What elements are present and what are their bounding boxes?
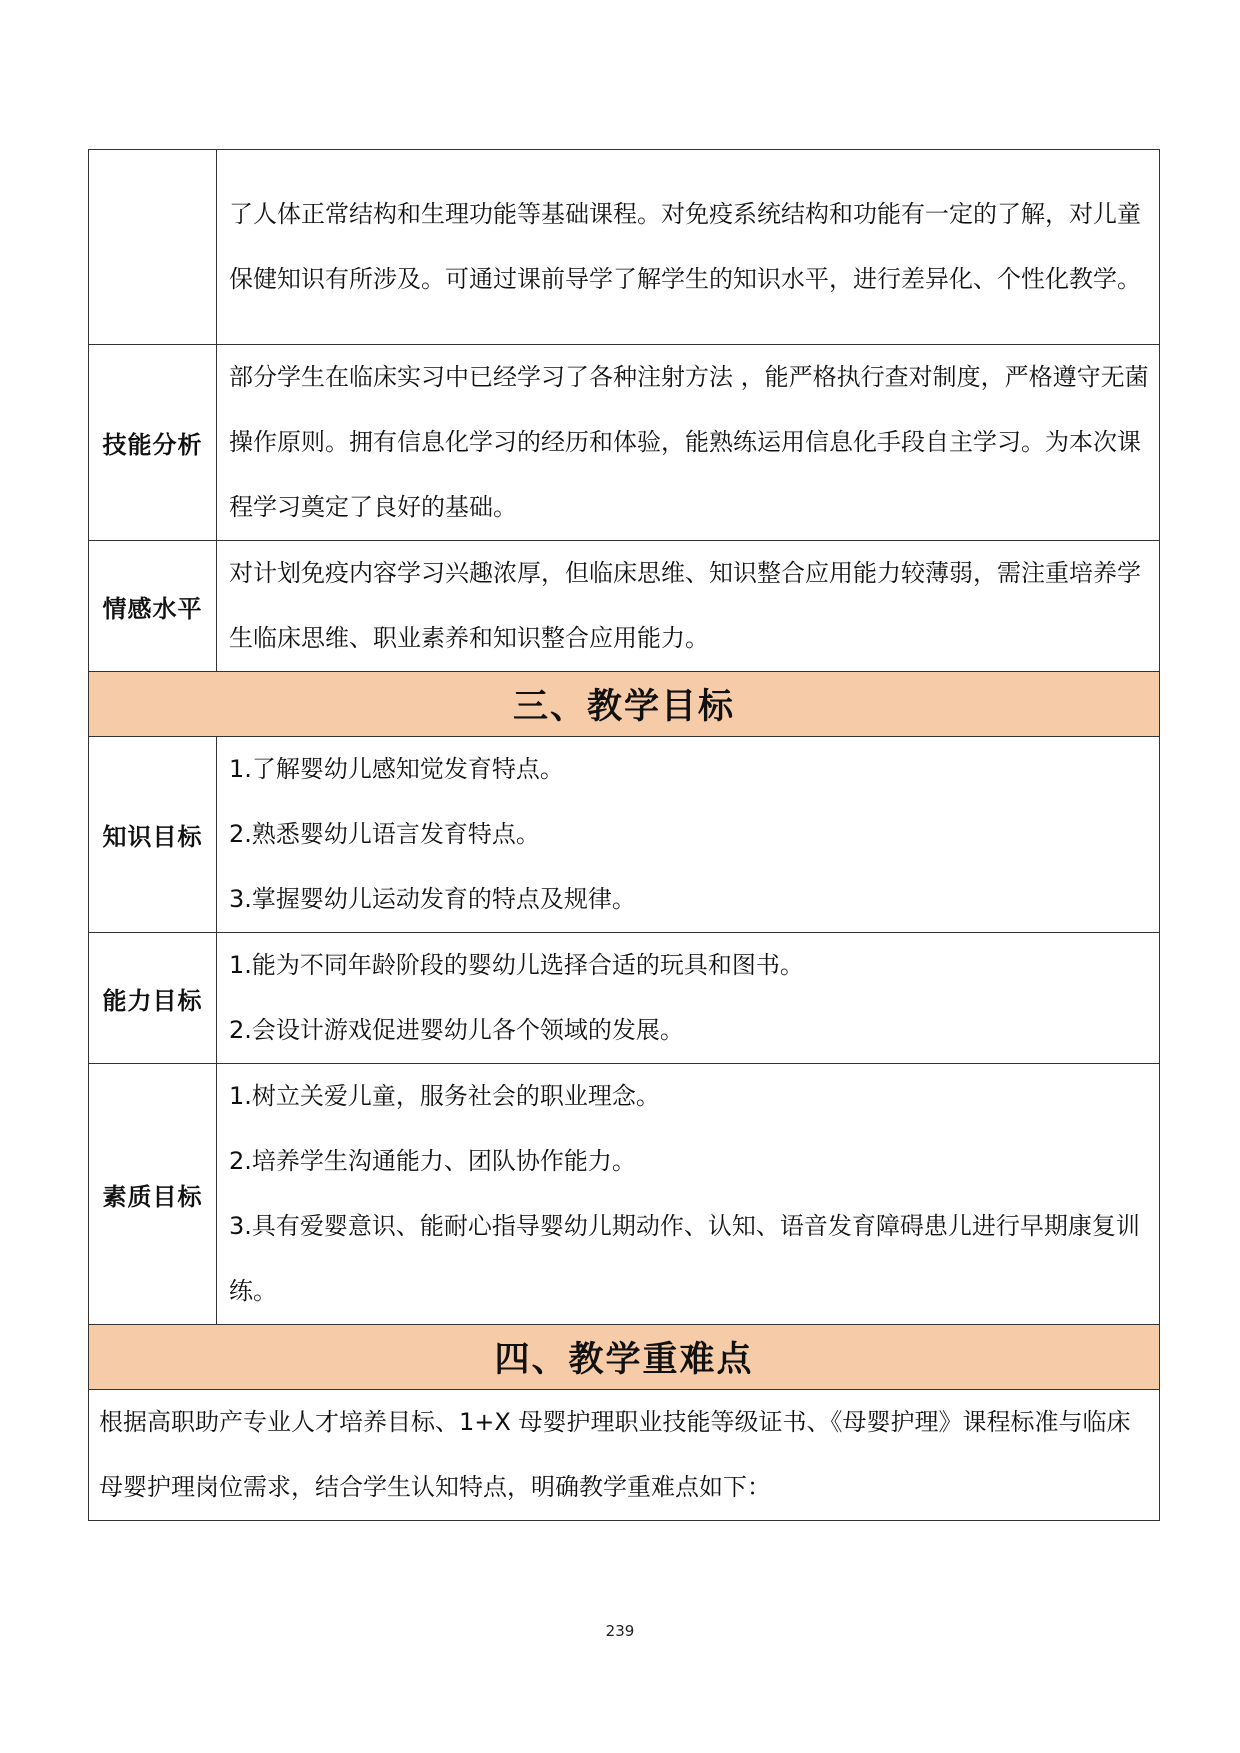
skill-analysis-label: 技能分析 xyxy=(89,345,217,541)
continuation-text: 了人体正常结构和生理功能等基础课程。对免疫系统结构和功能有一定的了解，对儿童保健知识有所涉及。可通过课前导学了解学生的知识水平，进行差异化、个性化教学。 xyxy=(217,150,1160,345)
ability-goals-row xyxy=(89,933,1160,1064)
knowledge-goal-item: 3.掌握婴幼儿运动发育的特点及规律。 xyxy=(229,885,636,913)
emotion-level-row xyxy=(89,541,1160,672)
knowledge-goals-label: 知识目标 xyxy=(89,737,217,933)
ability-goal-item: 1.能为不同年龄阶段的婴幼儿选择合适的玩具和图书。 xyxy=(229,951,804,979)
empty-label-cell xyxy=(89,150,217,345)
knowledge-goal-item: 1.了解婴幼儿感知觉发育特点。 xyxy=(229,755,564,783)
quality-goal-item: 2.培养学生沟通能力、团队协作能力。 xyxy=(229,1147,636,1175)
section4-title: 四、教学重难点 xyxy=(89,1325,1160,1390)
quality-goals-row xyxy=(89,1064,1160,1325)
ability-goals-label: 能力目标 xyxy=(89,933,217,1064)
ability-goals-list xyxy=(217,933,1160,1064)
lesson-plan-table xyxy=(88,149,1160,1521)
section3-title: 三、教学目标 xyxy=(89,672,1160,737)
knowledge-goals-list xyxy=(217,737,1160,933)
quality-goal-item: 3.具有爱婴意识、能耐心指导婴幼儿期动作、认知、语音发育障碍患儿进行早期康复训练。 xyxy=(229,1212,1140,1305)
quality-goals-list xyxy=(217,1064,1160,1325)
emotion-level-text: 对计划免疫内容学习兴趣浓厚，但临床思维、知识整合应用能力较薄弱，需注重培养学生临床思维、职业素养和知识整合应用能力。 xyxy=(217,541,1160,672)
knowledge-goals-row xyxy=(89,737,1160,933)
section4-body-row xyxy=(89,1390,1160,1521)
section4-text: 根据高职助产专业人才培养目标、1+X 母婴护理职业技能等级证书、《母婴护理》课程标准与临床母婴护理岗位需求，结合学生认知特点，明确教学重难点如下： xyxy=(89,1390,1160,1521)
emotion-level-label: 情感水平 xyxy=(89,541,217,672)
skill-analysis-text: 部分学生在临床实习中已经学习了各种注射方法 ，能严格执行查对制度，严格遵守无菌操作原则。拥有信息化学习的经历和体验，能熟练运用信息化手段自主学习。为本次课程学习奠定了良好的基础。 xyxy=(217,345,1160,541)
page-number: 239 xyxy=(605,1622,635,1640)
section3-header-row xyxy=(89,672,1160,737)
ability-goal-item: 2.会设计游戏促进婴幼儿各个领域的发展。 xyxy=(229,1016,684,1044)
quality-goal-item: 1.树立关爱儿童，服务社会的职业理念。 xyxy=(229,1082,660,1110)
skill-analysis-row xyxy=(89,345,1160,541)
quality-goals-label: 素质目标 xyxy=(89,1064,217,1325)
continuation-row xyxy=(89,150,1160,345)
section4-header-row xyxy=(89,1325,1160,1390)
knowledge-goal-item: 2.熟悉婴幼儿语言发育特点。 xyxy=(229,820,540,848)
